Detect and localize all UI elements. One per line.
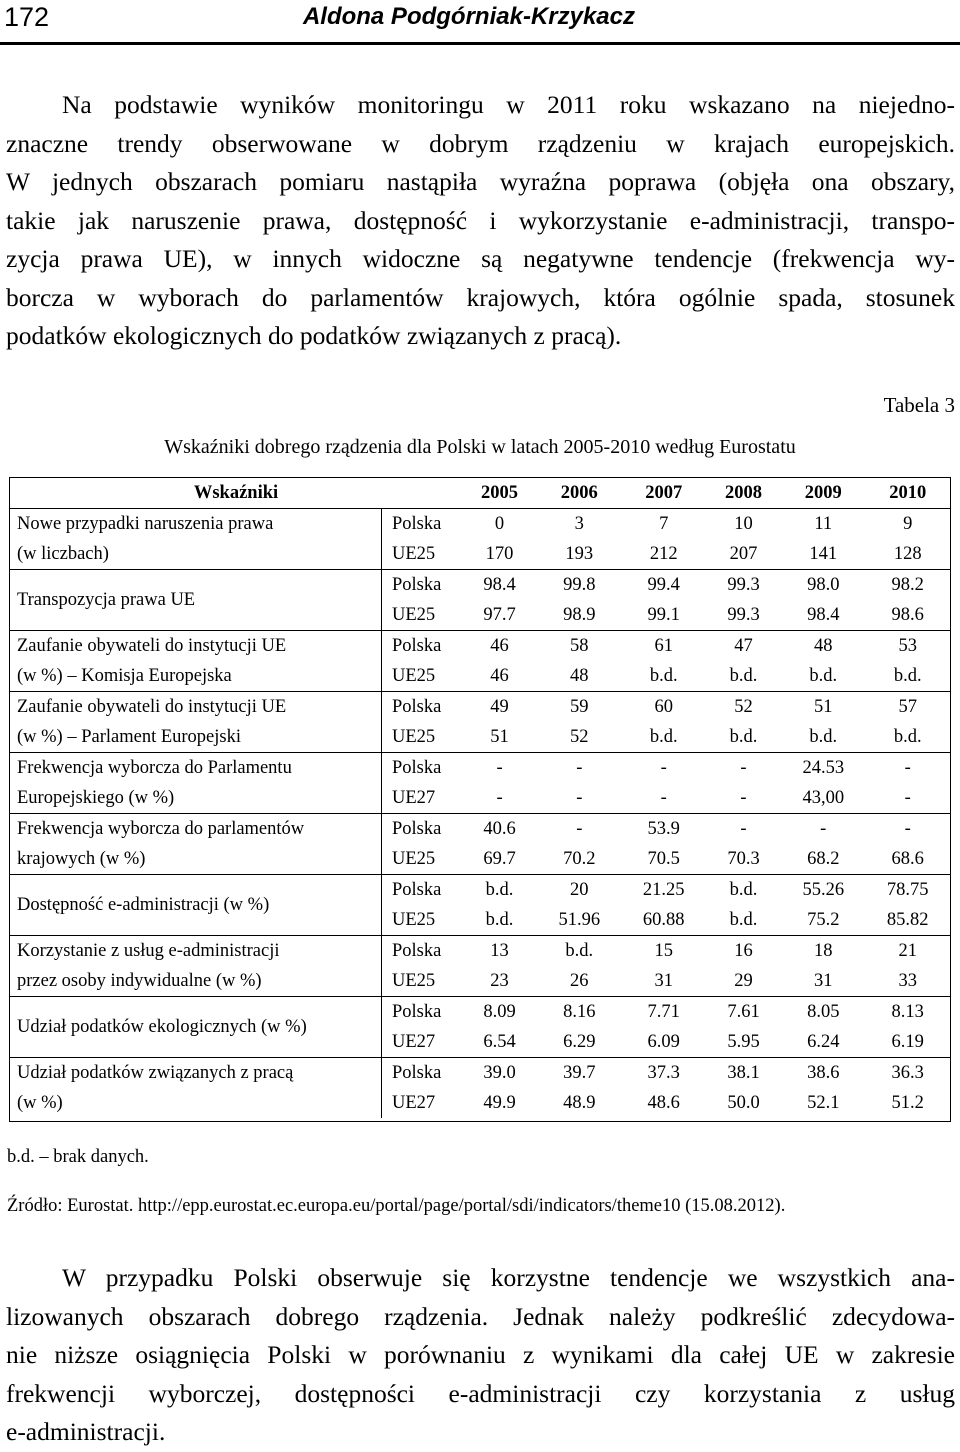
value-cell: - (622, 753, 706, 784)
value-cell: b.d. (537, 936, 621, 967)
paragraph-intro (6, 86, 955, 356)
value-cell: - (781, 814, 865, 845)
value-cell: 59 (537, 692, 621, 723)
value-cell: 52.1 (807, 1093, 840, 1113)
header-year: 2009 (781, 478, 865, 509)
indicator-name-line: (w %) – Komisja Europejska (17, 666, 232, 686)
value-cell: 193 (565, 544, 594, 564)
indicator-name-cell (10, 692, 382, 753)
indicator-name-cell (10, 936, 382, 997)
indicator-name-cell (10, 631, 382, 692)
value-cell: b.d. (809, 727, 838, 747)
table-row (10, 631, 950, 662)
value-cell: 8.13 (865, 997, 950, 1028)
value-cell: 141 (809, 544, 838, 564)
value-cell: 7.71 (622, 997, 706, 1028)
value-cell: - (865, 753, 950, 784)
value-cell: 37.3 (622, 1058, 706, 1089)
indicator-name-cell (10, 570, 382, 631)
value-cell: - (706, 753, 781, 784)
value-cell: 207 (729, 544, 758, 564)
page-number: 172 (4, 2, 50, 32)
value-cell: 39.0 (462, 1058, 537, 1089)
indicator-name-line: Zaufanie obywateli do instytucji UE (17, 636, 287, 656)
region-cell: Polska (382, 509, 463, 540)
value-cell: b.d. (462, 875, 537, 906)
value-cell: 6.09 (647, 1032, 680, 1052)
value-cell: 0 (462, 509, 537, 540)
value-cell: 51 (781, 692, 865, 723)
value-cell: 99.4 (622, 570, 706, 601)
indicator-name-cell (10, 753, 382, 814)
table-row (10, 997, 950, 1028)
paragraph-line: frekwencji wyborczej, dostępności e-administracji czy korzystania z usług (6, 1378, 955, 1408)
region-cell: UE27 (392, 1093, 436, 1113)
table-row (10, 692, 950, 723)
value-cell: 6.54 (483, 1032, 516, 1052)
paragraph-line: takie jak naruszenie prawa, dostępność i wykorzystanie e-administracji, transpo- (6, 205, 955, 235)
value-cell: 51.96 (558, 910, 601, 930)
indicator-name-line: Udział podatków ekologicznych (w %) (17, 1017, 307, 1037)
indicators-table (10, 478, 950, 1118)
value-cell: 36.3 (865, 1058, 950, 1089)
indicator-name-line: Udział podatków związanych z pracą (17, 1063, 294, 1083)
value-cell: - (740, 788, 747, 808)
value-cell: 57 (865, 692, 950, 723)
value-cell: 98.9 (563, 605, 596, 625)
paragraph-line: W jednych obszarach pomiaru nastąpiła wyraźna poprawa (objęła ona obszary, (6, 167, 955, 196)
paragraph-line: nie niższe osiągnięcia Polski w porównaniu z wynikami dla całej UE w zakresie (6, 1340, 955, 1369)
value-cell: 52 (570, 727, 589, 747)
indicator-name-line: Zaufanie obywateli do instytucji UE (17, 697, 287, 717)
table-row (10, 814, 950, 845)
value-cell: 53.9 (622, 814, 706, 845)
value-cell: 68.6 (891, 849, 924, 869)
table-caption-text: Wskaźniki dobrego rządzenia dla Polski w latach 2005-2010 według Eurostatu (164, 436, 796, 458)
indicator-name-cell (10, 875, 382, 936)
paragraph-line: zycja prawa UE), w innych widoczne są negatywne tendencje (frekwencja wy- (6, 244, 955, 273)
indicator-name-line: Korzystanie z usług e-administracji (17, 941, 280, 961)
value-cell: 48.9 (563, 1093, 596, 1113)
value-cell: 99.8 (537, 570, 621, 601)
value-cell: b.d. (485, 910, 514, 930)
value-cell: - (496, 788, 503, 808)
value-cell: 48 (570, 666, 589, 686)
value-cell: b.d. (893, 666, 922, 686)
table-row (10, 753, 950, 784)
indicator-name-line: Frekwencja wyborcza do parlamentów (17, 819, 305, 839)
region-cell: UE25 (392, 544, 436, 564)
value-cell: 58 (537, 631, 621, 662)
table-row (10, 570, 950, 601)
indicator-name-cell (10, 814, 382, 875)
value-cell: - (660, 788, 667, 808)
value-cell: 61 (622, 631, 706, 662)
value-cell: 15 (622, 936, 706, 967)
value-cell: 48.6 (647, 1093, 680, 1113)
value-cell: b.d. (729, 666, 758, 686)
header-year: 2006 (537, 478, 621, 509)
value-cell: 8.09 (462, 997, 537, 1028)
region-cell: UE25 (392, 910, 436, 930)
value-cell: 20 (537, 875, 621, 906)
value-cell: 26 (570, 971, 589, 991)
paragraph-line: Na podstawie wyników monitoringu w 2011 roku wskazano na niejedno- (62, 90, 955, 119)
value-cell: 7 (622, 509, 706, 540)
indicator-name-line: (w %) – Parlament Europejski (17, 727, 241, 747)
value-cell: b.d. (706, 875, 781, 906)
value-cell: 43,00 (802, 788, 845, 808)
value-cell: 6.29 (563, 1032, 596, 1052)
value-cell: 75.2 (807, 910, 840, 930)
value-cell: b.d. (729, 727, 758, 747)
value-cell: 48 (781, 631, 865, 662)
value-cell: 21.25 (622, 875, 706, 906)
indicator-name-line: Transpozycja prawa UE (17, 590, 196, 610)
paragraph-line: borcza w wyborach do parlamentów krajowych, która ogólnie spada, stosunek (6, 282, 955, 312)
table-row (10, 875, 950, 906)
indicator-name-cell (10, 509, 382, 570)
paragraph-line: znaczne trendy obserwowane w dobrym rządzeniu w krajach europejskich. (6, 128, 955, 158)
indicator-name-line: (w liczbach) (17, 544, 109, 564)
table-source: Źródło: Eurostat. http://epp.eurostat.ec.europa.eu/portal/page/portal/sdi/indicators/theme10 (15.08.2012). (7, 1196, 786, 1216)
value-cell: 85.82 (886, 910, 929, 930)
region-cell: Polska (382, 753, 463, 784)
value-cell: 98.4 (807, 605, 840, 625)
value-cell: 23 (490, 971, 509, 991)
value-cell: b.d. (649, 666, 678, 686)
value-cell: 33 (898, 971, 917, 991)
region-cell: Polska (382, 570, 463, 601)
region-cell: UE27 (392, 788, 436, 808)
indicator-name-line: Nowe przypadki naruszenia prawa (17, 514, 274, 534)
region-cell: Polska (382, 936, 463, 967)
value-cell: 46 (462, 631, 537, 662)
value-cell: - (865, 814, 950, 845)
value-cell: 46 (490, 666, 509, 686)
header-year: 2005 (462, 478, 537, 509)
value-cell: 6.19 (891, 1032, 924, 1052)
indicator-name-line: Frekwencja wyborcza do Parlamentu (17, 758, 292, 778)
header-year: 2010 (865, 478, 950, 509)
region-cell: Polska (382, 692, 463, 723)
value-cell: 212 (649, 544, 678, 564)
value-cell: 11 (781, 509, 865, 540)
value-cell: 99.3 (706, 570, 781, 601)
value-cell: 24.53 (781, 753, 865, 784)
value-cell: - (706, 814, 781, 845)
value-cell: 31 (814, 971, 833, 991)
value-cell: 9 (865, 509, 950, 540)
value-cell: 40.6 (462, 814, 537, 845)
value-cell: b.d. (893, 727, 922, 747)
region-cell: UE25 (392, 605, 436, 625)
region-cell: Polska (382, 631, 463, 662)
page-header (0, 0, 960, 46)
paragraph-line: W przypadku Polski obserwuje się korzystne tendencje we wszystkich ana- (62, 1263, 955, 1292)
indicator-name-line: Europejskiego (w %) (17, 788, 175, 808)
value-cell: 97.7 (483, 605, 516, 625)
value-cell: 70.2 (563, 849, 596, 869)
value-cell: 21 (865, 936, 950, 967)
value-cell: 60 (622, 692, 706, 723)
value-cell: 55.26 (781, 875, 865, 906)
region-cell: UE25 (392, 971, 436, 991)
table-row (10, 1058, 950, 1089)
value-cell: 53 (865, 631, 950, 662)
region-cell: Polska (382, 1058, 463, 1089)
value-cell: 50.0 (727, 1093, 760, 1113)
region-cell: UE25 (392, 727, 436, 747)
indicators-table-frame (9, 477, 951, 1122)
value-cell: b.d. (809, 666, 838, 686)
table-row (10, 936, 950, 967)
value-cell: 60.88 (642, 910, 685, 930)
value-cell: 8.05 (781, 997, 865, 1028)
value-cell: 7.61 (706, 997, 781, 1028)
indicator-name-cell (10, 997, 382, 1058)
value-cell: 3 (537, 509, 621, 540)
value-cell: 29 (734, 971, 753, 991)
value-cell: 51 (490, 727, 509, 747)
paragraph-line: podatków ekologicznych do podatków związanych z pracą). (6, 321, 622, 350)
value-cell: 128 (893, 544, 922, 564)
table-label: Tabela 3 (883, 393, 955, 417)
indicator-name-line: (w %) (17, 1093, 63, 1113)
value-cell: 39.7 (537, 1058, 621, 1089)
indicator-name-cell (10, 1058, 382, 1119)
running-head-author: Aldona Podgórniak-Krzykacz (302, 3, 635, 30)
value-cell: 10 (706, 509, 781, 540)
value-cell: 6.24 (807, 1032, 840, 1052)
value-cell: 99.1 (647, 605, 680, 625)
value-cell: - (462, 753, 537, 784)
region-cell: UE27 (392, 1032, 436, 1052)
value-cell: b.d. (649, 727, 678, 747)
paragraph-conclusion (6, 1259, 955, 1452)
value-cell: 78.75 (865, 875, 950, 906)
value-cell: 70.5 (647, 849, 680, 869)
value-cell: 98.6 (891, 605, 924, 625)
indicator-name-line: krajowych (w %) (17, 849, 146, 869)
value-cell: - (576, 788, 583, 808)
value-cell: 52 (706, 692, 781, 723)
value-cell: 98.0 (781, 570, 865, 601)
value-cell: b.d. (729, 910, 758, 930)
value-cell: 16 (706, 936, 781, 967)
region-cell: Polska (382, 814, 463, 845)
value-cell: - (904, 788, 911, 808)
header-year: 2007 (622, 478, 706, 509)
table-footnote: b.d. – brak danych. (7, 1147, 149, 1167)
value-cell: 68.2 (807, 849, 840, 869)
header-rule (0, 42, 960, 45)
paragraph-line: lizowanych obszarach dobrego rządzenia. Jednak należy podkreślić zdecydowa- (6, 1301, 955, 1331)
region-cell: Polska (382, 997, 463, 1028)
value-cell: 49.9 (483, 1093, 516, 1113)
value-cell: 18 (781, 936, 865, 967)
paragraph-line: e-administracji. (6, 1417, 166, 1446)
value-cell: - (537, 753, 621, 784)
indicator-name-line: przez osoby indywidualne (w %) (17, 971, 262, 991)
value-cell: 31 (654, 971, 673, 991)
region-cell: Polska (382, 875, 463, 906)
table-row (10, 509, 950, 540)
value-cell: 98.2 (865, 570, 950, 601)
value-cell: 8.16 (537, 997, 621, 1028)
value-cell: 70.3 (727, 849, 760, 869)
table-caption (0, 434, 960, 460)
indicator-name-line: Dostępność e-administracji (w %) (17, 895, 270, 915)
value-cell: 47 (706, 631, 781, 662)
value-cell: 170 (485, 544, 514, 564)
header-year: 2008 (706, 478, 781, 509)
value-cell: - (537, 814, 621, 845)
value-cell: 13 (462, 936, 537, 967)
value-cell: 51.2 (891, 1093, 924, 1113)
region-cell: UE25 (392, 849, 436, 869)
value-cell: 5.95 (727, 1032, 760, 1052)
value-cell: 69.7 (483, 849, 516, 869)
table-header-row (10, 478, 950, 509)
value-cell: 38.6 (781, 1058, 865, 1089)
value-cell: 99.3 (727, 605, 760, 625)
value-cell: 98.4 (462, 570, 537, 601)
header-indicators: Wskaźniki (10, 478, 462, 509)
region-cell: UE25 (392, 666, 436, 686)
value-cell: 49 (462, 692, 537, 723)
value-cell: 38.1 (706, 1058, 781, 1089)
